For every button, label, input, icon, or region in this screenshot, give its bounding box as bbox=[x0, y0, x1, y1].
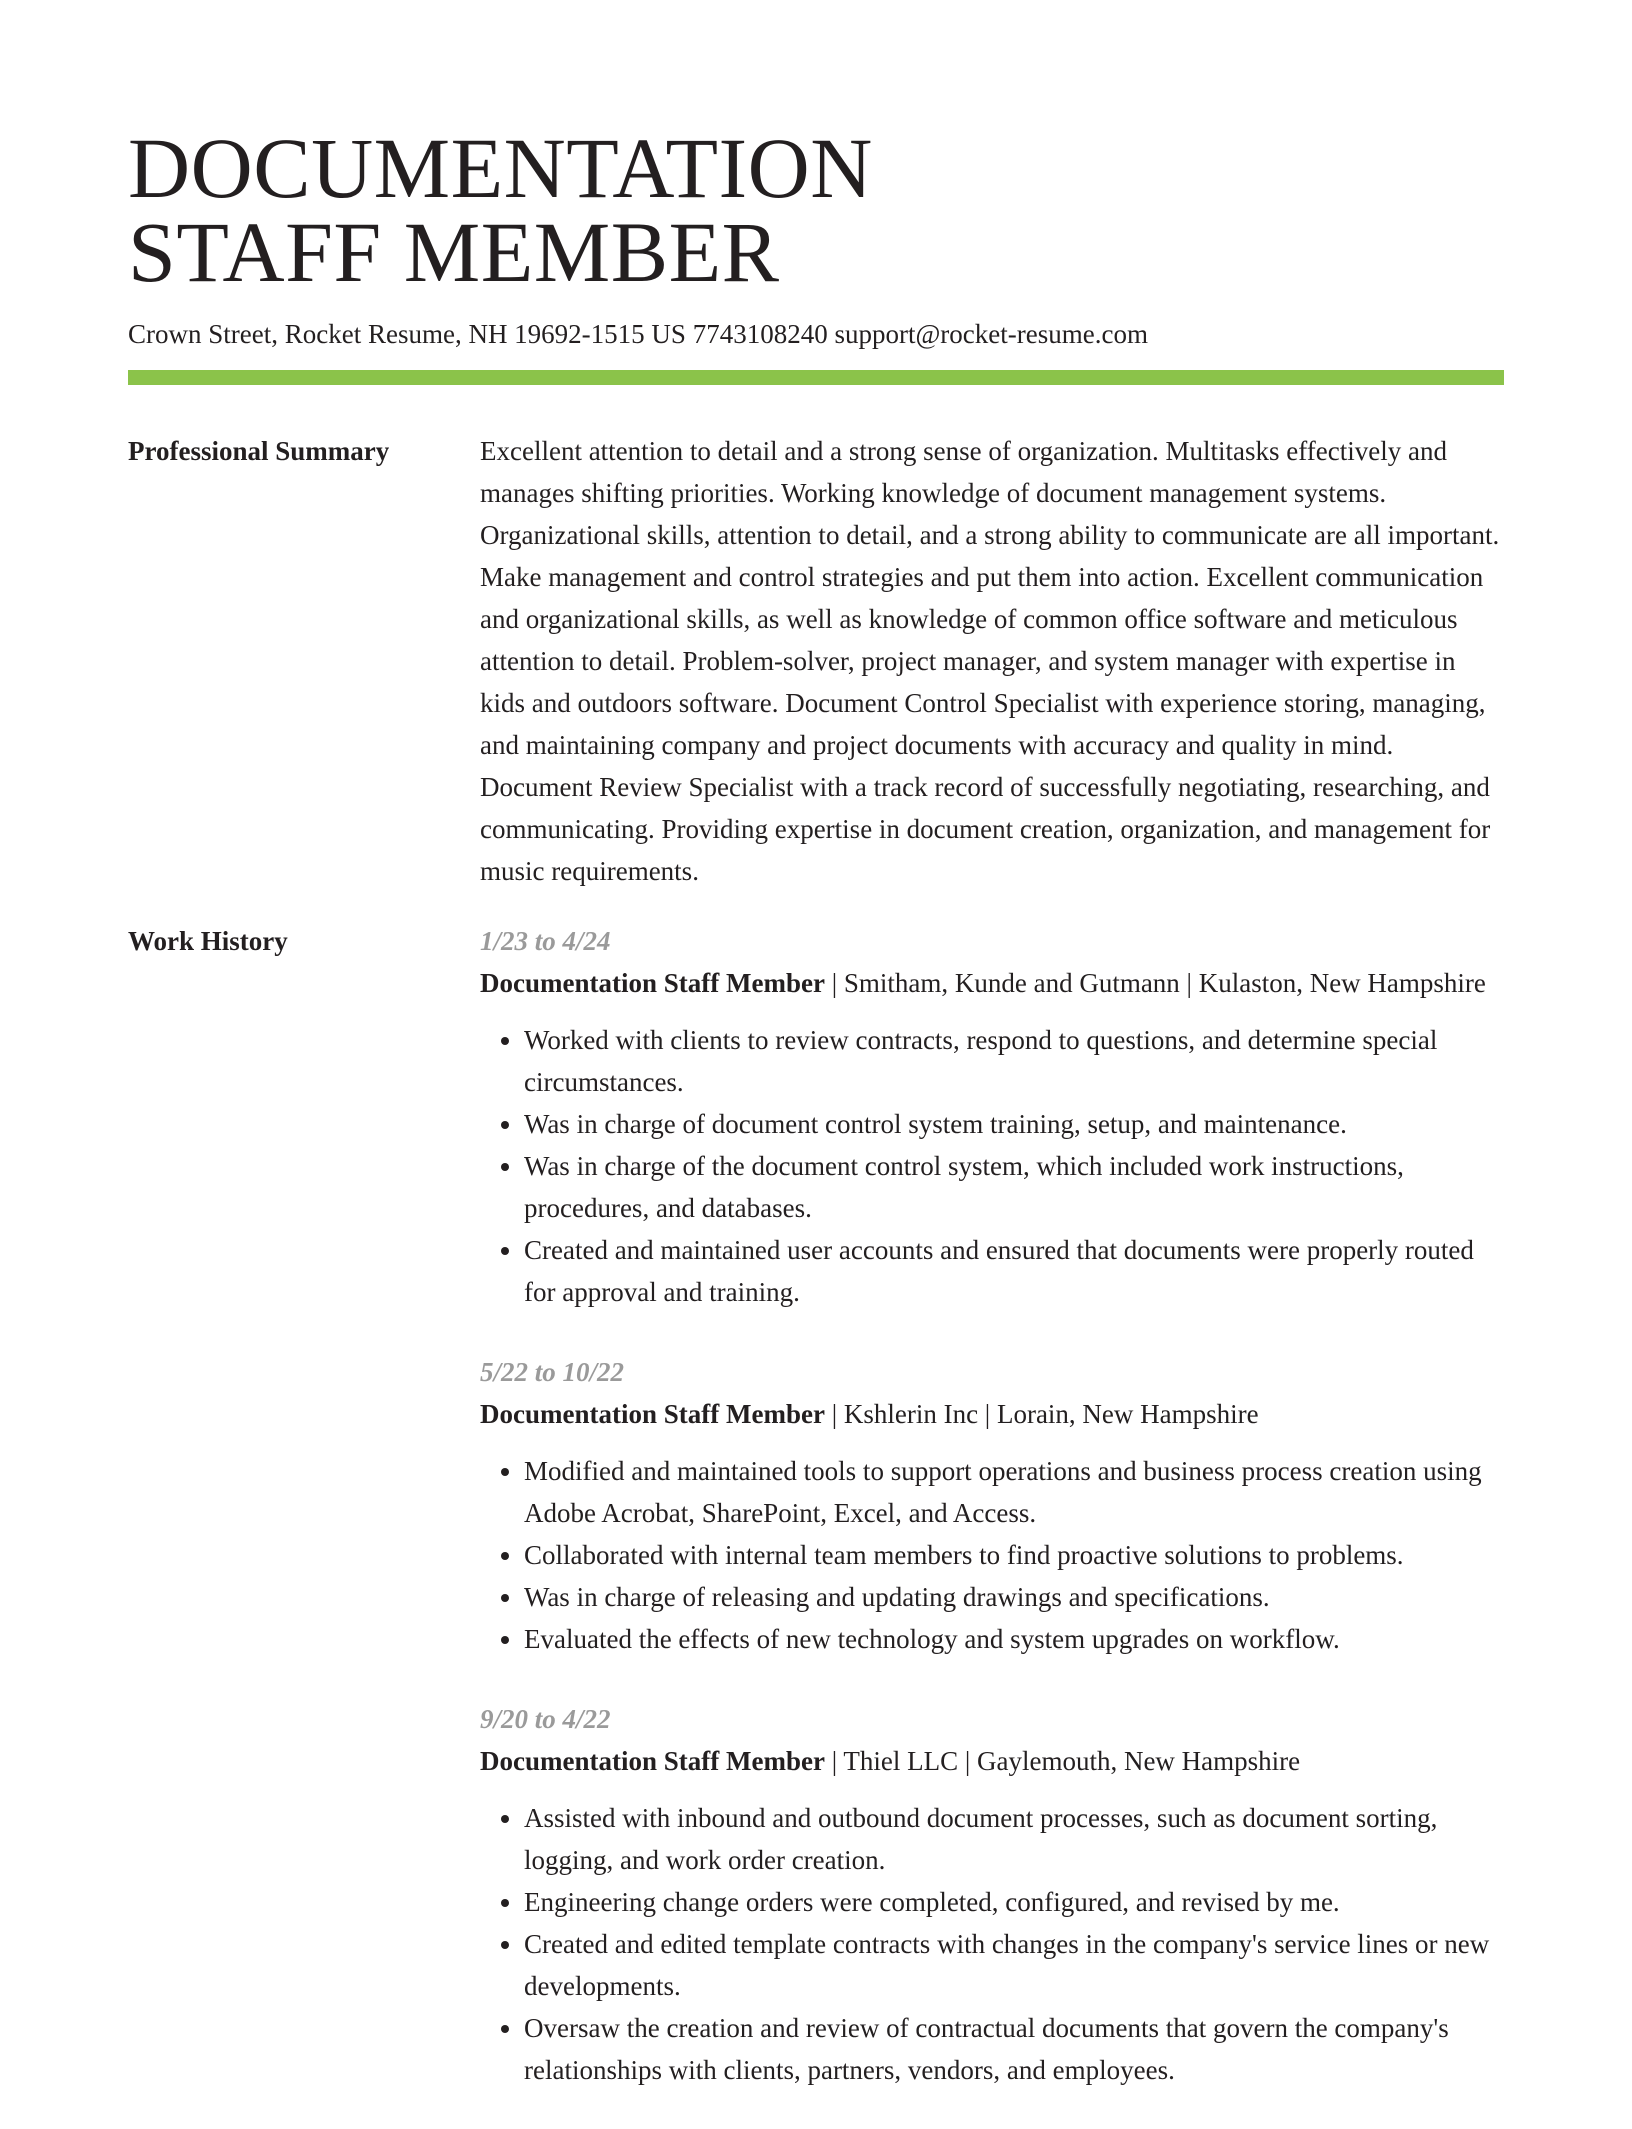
summary-body bbox=[480, 430, 1504, 892]
job-dates: 9/20 to 4/22 bbox=[480, 1704, 611, 1734]
job-details: | Thiel LLC | Gaylemouth, New Hampshire bbox=[824, 1746, 1301, 1776]
accent-divider bbox=[128, 370, 1504, 385]
job-bullet: • Evaluated the effects of new technology and system upgrades on workflow. bbox=[524, 1618, 1504, 1660]
job-dates: 1/23 to 4/24 bbox=[480, 926, 611, 956]
section-label-work: Work History bbox=[128, 926, 288, 956]
job-bullet: • Assisted with inbound and outbound document processes, such as document sorting, logging, and work order creation. bbox=[524, 1797, 1504, 1881]
job-bullet: • Created and edited template contracts with changes in the company's service lines or new developments. bbox=[524, 1923, 1504, 2007]
job-bullet: • Was in charge of document control system training, setup, and maintenance. bbox=[524, 1103, 1504, 1145]
job-entry bbox=[480, 920, 1504, 1313]
job-title-line bbox=[480, 1740, 1504, 1782]
job-bullet: • Engineering change orders were completed, configured, and revised by me. bbox=[524, 1881, 1504, 1923]
job-role: Documentation Staff Member bbox=[480, 1399, 825, 1429]
contact-info: Crown Street, Rocket Resume, NH 19692-1515 US 7743108240 support@rocket-resume.com bbox=[128, 319, 1148, 349]
job-bullet: • Created and maintained user accounts and ensured that documents were properly routed for approval and training. bbox=[524, 1229, 1504, 1313]
job-entry bbox=[480, 1698, 1504, 2091]
candidate-name bbox=[128, 0, 1504, 300]
job-bullet: • Was in charge of the document control system, which included work instructions, procedures, and databases. bbox=[524, 1145, 1504, 1229]
job-bullets bbox=[480, 1450, 1504, 1660]
job-details: | Kshlerin Inc | Lorain, New Hampshire bbox=[824, 1399, 1259, 1429]
job-details: | Smitham, Kunde and Gutmann | Kulaston, New Hampshire bbox=[824, 968, 1486, 998]
resume-page bbox=[128, 0, 1504, 2129]
professional-summary-section bbox=[128, 430, 1504, 892]
job-bullets bbox=[480, 1797, 1504, 2091]
job-title-line bbox=[480, 962, 1504, 1004]
job-role: Documentation Staff Member bbox=[480, 1746, 825, 1776]
name-line-2: STAFF MEMBER bbox=[128, 204, 780, 300]
job-role: Documentation Staff Member bbox=[480, 968, 825, 998]
job-bullet: • Worked with clients to review contracts, respond to questions, and determine special circumstances. bbox=[524, 1019, 1504, 1103]
work-history-body bbox=[480, 920, 1504, 2129]
work-history-section bbox=[128, 920, 1504, 2129]
name-line-1: DOCUMENTATION bbox=[128, 120, 873, 216]
section-label-summary: Professional Summary bbox=[128, 436, 390, 466]
job-bullet: • Oversaw the creation and review of contractual documents that govern the company's relationships with clients, partners, vendors, and employees. bbox=[524, 2007, 1504, 2091]
job-bullet: • Collaborated with internal team members to find proactive solutions to problems. bbox=[524, 1534, 1504, 1576]
job-bullets bbox=[480, 1019, 1504, 1313]
job-dates: 5/22 to 10/22 bbox=[480, 1357, 625, 1387]
summary-text: Excellent attention to detail and a strong sense of organization. Multitasks effectively and manages shifting priorities. Working knowledge of document management systems. Organizational skills, attention to detail, and a strong ability to communicate are all important. Make management and control strategies and put them into action. Excellent communication and organizational skills, as well as knowledge of common office software and meticulous attention to detail. Problem-solver, project manager, and system manager with expertise in kids and outdoors software. Document Control Specialist with experience storing, managing, and maintaining company and project documents with accuracy and quality in mind. Document Review Specialist with a track record of successfully negotiating, researching, and communicating. Providing expertise in document creation, organization, and management for music requirements. bbox=[480, 436, 1500, 886]
job-title-line bbox=[480, 1393, 1504, 1435]
job-entry bbox=[480, 1351, 1504, 1660]
job-bullet: • Was in charge of releasing and updating drawings and specifications. bbox=[524, 1576, 1504, 1618]
job-bullet: • Modified and maintained tools to support operations and business process creation using Adobe Acrobat, SharePoint, Excel, and Access. bbox=[524, 1450, 1504, 1534]
